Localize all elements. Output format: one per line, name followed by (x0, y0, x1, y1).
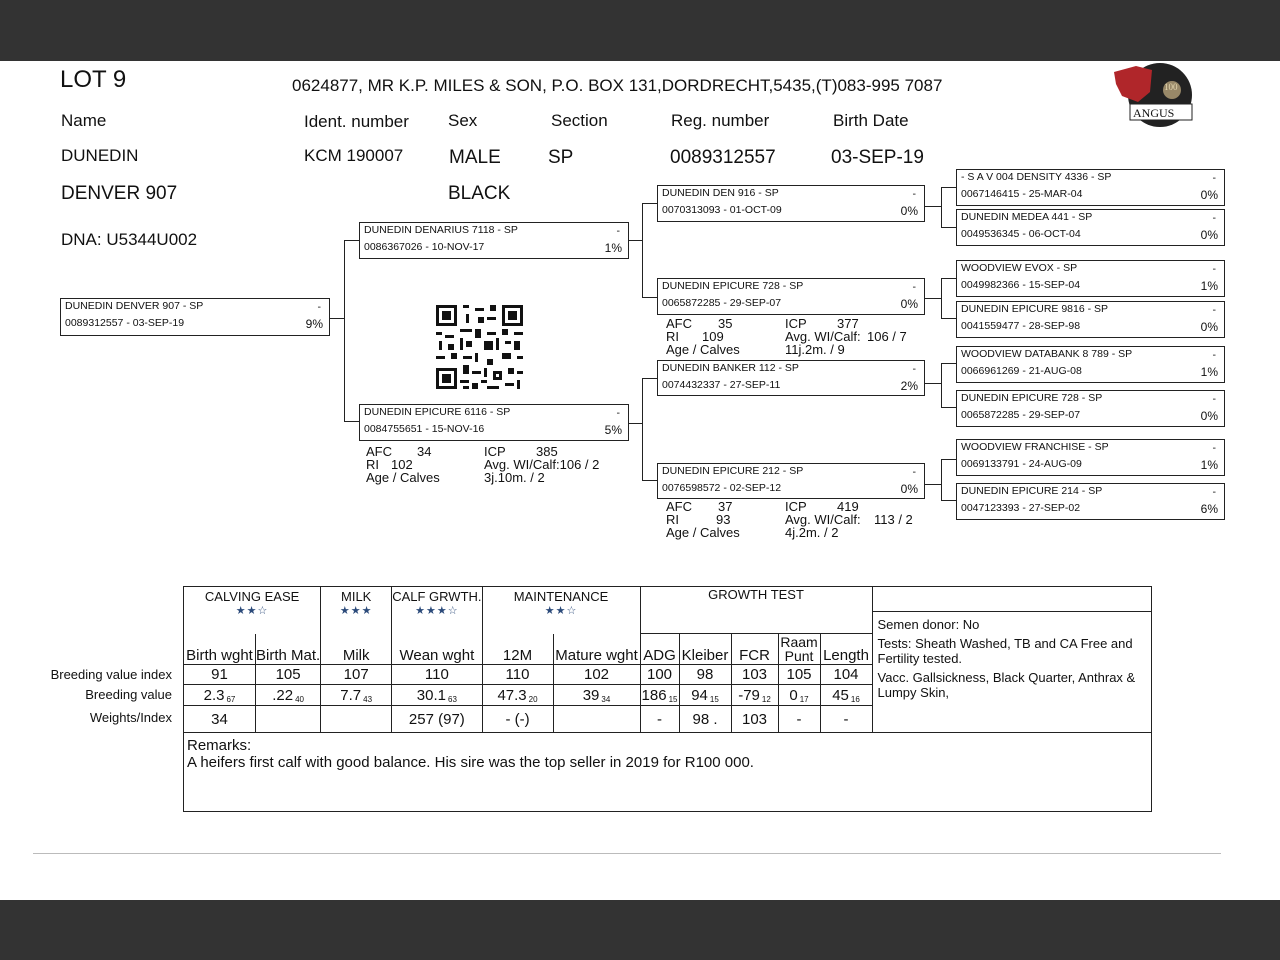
connector (344, 240, 360, 241)
connector (925, 206, 941, 207)
pedigree-reg: 0069133791 - 24-AUG-09 (961, 458, 1082, 470)
bv-accuracy: 34 (601, 694, 611, 704)
weight-cell: 257 (97) (392, 706, 482, 733)
perf-avg-value: 106 / 7 (867, 329, 907, 344)
tests-note: Tests: Sheath Washed, TB and CA Free and Fertility tested. (877, 636, 1133, 666)
col-kleiber: Kleiber (679, 634, 731, 665)
connector (941, 187, 956, 188)
vaccination-note: Vacc. Gallsickness, Black Quarter, Anthrax & Lumpy Skin, (877, 670, 1136, 700)
pedigree-percent: 6% (1200, 502, 1218, 516)
perf-afc-label: AFC (666, 316, 692, 331)
perf-ri-value: 102 (391, 457, 413, 472)
pedigree-name: DUNEDIN MEDEA 441 - SP (961, 211, 1093, 223)
pedigree-name: DUNEDIN EPICURE 728 - SP (662, 280, 804, 292)
weight-cell: - (820, 706, 872, 733)
perf-afc-value: 34 (417, 444, 432, 459)
perf-afc-value: 35 (718, 316, 733, 331)
pedigree-percent: 0% (1200, 320, 1218, 334)
header-reg: Reg. number (671, 111, 770, 130)
perf-age-value: 3j.10m. / 2 (484, 470, 545, 485)
pedigree-reg: 0074432337 - 27-SEP-11 (662, 379, 781, 391)
perf-dam-dam (666, 500, 926, 540)
star-rating: ★★☆ (544, 605, 578, 617)
animal-birth: 03-SEP-19 (831, 147, 924, 168)
connector (941, 459, 942, 501)
pedigree-box-ggp (956, 209, 1225, 246)
bv-accuracy: 67 (226, 694, 236, 704)
pedigree-name: - S A V 004 DENSITY 4336 - SP (961, 171, 1112, 183)
pedigree-box-sire-dam (657, 278, 925, 315)
pedigree-dash: - (912, 363, 916, 375)
star-rating: ★★★ (339, 605, 373, 617)
weight-cell: 34 (184, 706, 256, 733)
notes-cell (872, 587, 1151, 733)
pedigree-name: DUNEDIN DENVER 907 - SP (65, 300, 204, 312)
connector (941, 363, 956, 364)
breeding-value-table (183, 586, 1152, 812)
semen-donor: Semen donor: No (873, 611, 1151, 636)
weight-cell: - (778, 706, 820, 733)
perf-ri-label: RI (366, 457, 379, 472)
pedigree-reg: 0065872285 - 29-SEP-07 (961, 409, 1081, 421)
top-bar (0, 0, 1280, 61)
pedigree-reg: 0047123393 - 27-SEP-02 (961, 502, 1081, 514)
logo-badge: 100 (1164, 82, 1178, 92)
pedigree-box-sire-sire (657, 185, 925, 222)
pedigree-percent: 0% (1200, 228, 1218, 242)
index-cell: 98 (679, 665, 731, 685)
animal-color: BLACK (448, 183, 511, 204)
owner-line: 0624877, MR K.P. MILES & SON, P.O. BOX 131,DORDRECHT,5435,(T)083-995 7087 (292, 76, 943, 95)
connector (642, 203, 657, 204)
pedigree-box-ggp (956, 390, 1225, 427)
qr-code-icon (436, 305, 523, 389)
perf-dam (366, 445, 626, 485)
index-cell: 103 (731, 665, 778, 685)
pedigree-reg: 0066961269 - 21-AUG-08 (961, 365, 1082, 377)
pedigree-box-ggp (956, 169, 1225, 206)
bv-accuracy: 17 (799, 694, 809, 704)
pedigree-reg: 0070313093 - 01-OCT-09 (662, 204, 782, 216)
connector (629, 240, 642, 241)
pedigree-dash: - (1212, 172, 1216, 184)
connector (642, 203, 643, 298)
animal-name-line2: DENVER 907 (61, 183, 178, 204)
pedigree-reg: 0049982366 - 15-SEP-04 (961, 279, 1081, 291)
animal-section: SP (548, 147, 574, 168)
pedigree-reg: 0067146415 - 25-MAR-04 (961, 188, 1083, 200)
bottom-bar (0, 900, 1280, 960)
bv-accuracy: 40 (295, 694, 304, 704)
header-name: Name (61, 111, 107, 130)
row-label-index: Breeding value index (50, 667, 172, 682)
weight-cell: - (-) (482, 706, 553, 733)
index-cell: 110 (392, 665, 482, 685)
row-label-weights: Weights/Index (89, 710, 172, 725)
index-cell: 110 (482, 665, 553, 685)
pedigree-box-ggp (956, 483, 1225, 520)
index-cell: 102 (553, 665, 640, 685)
pedigree-box-ggp (956, 301, 1225, 338)
index-cell: 105 (778, 665, 820, 685)
pedigree-dash: - (317, 301, 321, 313)
weight-cell (321, 706, 392, 733)
value-cell (640, 685, 679, 706)
pedigree-percent: 1% (1200, 279, 1218, 293)
pedigree-name: WOODVIEW EVOX - SP (961, 262, 1078, 274)
pedigree-name: WOODVIEW DATABANK 8 789 - SP (961, 348, 1133, 360)
pedigree-dash: - (616, 407, 620, 419)
pedigree-box-dam-dam (657, 463, 925, 499)
lot-number: LOT 9 (60, 66, 127, 93)
pedigree-dash: - (912, 188, 916, 200)
header-ident: Ident. number (304, 112, 409, 131)
connector (642, 480, 657, 481)
pedigree-percent: 0% (900, 297, 918, 311)
pedigree-percent: 9% (305, 317, 323, 331)
connector (941, 227, 956, 228)
connector (642, 378, 657, 379)
bv-value: 2.3 (203, 686, 225, 704)
connector (941, 318, 956, 319)
pedigree-name: DUNEDIN EPICURE 728 - SP (961, 392, 1103, 404)
col-punt-line: Punt (784, 648, 814, 664)
index-cell: 107 (321, 665, 392, 685)
connector (941, 500, 956, 501)
pedigree-reg: 0041559477 - 28-SEP-98 (961, 320, 1081, 332)
perf-icp-value: 419 (837, 499, 859, 514)
pedigree-box-ggp (956, 260, 1225, 297)
bv-accuracy: 16 (850, 694, 860, 704)
connector (941, 278, 956, 279)
perf-avg-text: Avg. WI/Calf:106 / 2 (484, 457, 600, 472)
pedigree-name: DUNEDIN DENARIUS 7118 - SP (364, 224, 518, 236)
weight-cell: - (640, 706, 679, 733)
pedigree-reg: 0065872285 - 29-SEP-07 (662, 297, 782, 309)
connector (941, 187, 942, 228)
connector (941, 459, 956, 460)
col-adg: ADG (640, 634, 679, 665)
value-cell (820, 685, 872, 706)
connector (925, 484, 941, 485)
connector (329, 318, 344, 319)
index-cell: 100 (640, 665, 679, 685)
col-length: Length (820, 634, 872, 665)
animal-reg: 0089312557 (670, 147, 776, 168)
animal-ident: KCM 190007 (304, 146, 404, 165)
weight-cell (256, 706, 321, 733)
col-wean-wght: Wean wght (392, 634, 482, 665)
weight-cell: 103 (731, 706, 778, 733)
col-fcr: FCR (731, 634, 778, 665)
pedigree-dash: - (912, 281, 916, 293)
pedigree-name: DUNEDIN EPICURE 6116 - SP (364, 406, 511, 418)
connector (629, 423, 642, 424)
pedigree-name: WOODVIEW FRANCHISE - SP (961, 441, 1109, 453)
star-rating: ★★★☆ (415, 605, 459, 617)
index-cell: 104 (820, 665, 872, 685)
pedigree-percent: 5% (604, 423, 622, 437)
pedigree-percent: 0% (1200, 409, 1218, 423)
connector (941, 407, 956, 408)
col-12m: 12M (482, 634, 553, 665)
pedigree-percent: 0% (900, 204, 918, 218)
perf-afc-label: AFC (366, 444, 392, 459)
group-label: CALVING EASE (204, 589, 300, 604)
perf-avg-label: Avg. WI/Calf: (785, 512, 861, 527)
col-birth-wght: Birth wght (184, 634, 256, 665)
bv-accuracy: 20 (528, 694, 538, 704)
group-label: CALF GRWTH. (392, 589, 482, 604)
value-cell (184, 685, 256, 706)
bv-accuracy: 12 (761, 694, 771, 704)
bv-value: 0 (789, 686, 798, 704)
perf-age-value: 11j.2m. / 9 (785, 342, 845, 357)
col-birth-mat: Birth Mat. (256, 634, 321, 665)
group-calf-growth (392, 587, 482, 634)
value-cell (731, 685, 778, 706)
remarks-label: Remarks: (187, 737, 252, 754)
value-cell (482, 685, 553, 706)
value-cell (256, 685, 321, 706)
connector (642, 297, 657, 298)
perf-icp-value: 385 (536, 444, 558, 459)
pedigree-reg: 0086367026 - 10-NOV-17 (364, 241, 485, 253)
perf-age-label: Age / Calves (666, 525, 740, 540)
value-cell (778, 685, 820, 706)
perf-avg-label: Avg. WI/Calf: (785, 329, 861, 344)
pedigree-percent: 1% (1200, 458, 1218, 472)
col-raam-punt (778, 634, 820, 665)
group-calving-ease (184, 587, 321, 634)
bv-accuracy: 15 (709, 694, 719, 704)
perf-sire-dam (666, 317, 926, 357)
pedigree-dash: - (1212, 212, 1216, 224)
perf-icp-value: 377 (837, 316, 859, 331)
pedigree-dash: - (616, 225, 620, 237)
pedigree-percent: 1% (604, 241, 622, 255)
connector (941, 278, 942, 319)
pedigree-dash: - (1212, 442, 1216, 454)
bv-value: -79 (738, 686, 760, 704)
header-sex: Sex (448, 111, 478, 130)
connector (925, 298, 941, 299)
breed-logo (1112, 62, 1194, 128)
weight-cell: 98 . (679, 706, 731, 733)
perf-age-value: 4j.2m. / 2 (785, 525, 839, 540)
pedigree-dash: - (912, 466, 916, 478)
dna-code: DNA: U5344U002 (61, 230, 198, 249)
pedigree-name: DUNEDIN BANKER 112 - SP (662, 362, 799, 374)
footer-divider (33, 853, 1221, 854)
pedigree-name: DUNEDIN DEN 916 - SP (662, 187, 779, 199)
perf-age-label: Age / Calves (366, 470, 440, 485)
pedigree-name: DUNEDIN EPICURE 212 - SP (662, 465, 804, 477)
pedigree-box-ggp (956, 346, 1225, 383)
col-milk: Milk (321, 634, 392, 665)
value-cell (321, 685, 392, 706)
star-rating: ★★☆ (235, 605, 269, 617)
perf-age-label: Age / Calves (666, 342, 740, 357)
bv-value: 45 (832, 686, 849, 704)
pedigree-dash: - (1212, 486, 1216, 498)
pedigree-reg: 0084755651 - 15-NOV-16 (364, 423, 485, 435)
pedigree-dash: - (1212, 349, 1216, 361)
group-maintenance (482, 587, 640, 634)
pedigree-box-sire (359, 222, 629, 259)
index-cell: 105 (256, 665, 321, 685)
animal-name-line1: DUNEDIN (61, 146, 139, 165)
pedigree-box-dam-sire (657, 360, 925, 396)
bv-value: 7.7 (340, 686, 362, 704)
connector (941, 363, 942, 408)
bv-value: 39 (582, 686, 600, 704)
connector (344, 421, 360, 422)
bv-accuracy: 15 (668, 694, 678, 704)
perf-ri-value: 93 (716, 512, 731, 527)
index-cell: 91 (184, 665, 256, 685)
perf-ri-value: 109 (702, 329, 724, 344)
group-growth-test: GROWTH TEST (640, 587, 872, 634)
group-milk (321, 587, 392, 634)
pedigree-box-subject (60, 298, 330, 336)
row-label-value: Breeding value (85, 687, 172, 702)
remarks-text: A heifers first calf with good balance. His sire was the top seller in 2019 for R100 000. (187, 754, 754, 771)
animal-sex: MALE (449, 147, 501, 168)
perf-afc-value: 37 (718, 499, 733, 514)
bv-accuracy: 43 (363, 694, 373, 704)
bv-value: 186 (641, 686, 667, 704)
group-label: MAINTENANCE (513, 589, 609, 604)
connector (642, 378, 643, 481)
connector (925, 383, 941, 384)
perf-icp-label: ICP (785, 499, 807, 514)
pedigree-dash: - (1212, 304, 1216, 316)
col-mature-wght: Mature wght (553, 634, 640, 665)
value-cell (679, 685, 731, 706)
pedigree-percent: 0% (900, 482, 918, 496)
group-label: MILK (341, 589, 372, 604)
pedigree-reg: 0049536345 - 06-OCT-04 (961, 228, 1081, 240)
pedigree-percent: 0% (1200, 188, 1218, 202)
perf-ri-label: RI (666, 329, 679, 344)
bv-accuracy: 63 (448, 694, 457, 704)
pedigree-box-dam (359, 404, 629, 441)
pedigree-box-ggp (956, 439, 1225, 476)
bv-value: 47.3 (497, 686, 527, 704)
pedigree-percent: 1% (1200, 365, 1218, 379)
pedigree-dash: - (1212, 263, 1216, 275)
col-raam-line: Raam (780, 634, 818, 650)
perf-ri-label: RI (666, 512, 679, 527)
perf-icp-label: ICP (484, 444, 506, 459)
perf-icp-label: ICP (785, 316, 807, 331)
pedigree-reg: 0076598572 - 02-SEP-12 (662, 482, 782, 494)
pedigree-name: DUNEDIN EPICURE 214 - SP (961, 485, 1103, 497)
bv-value: 30.1 (416, 686, 446, 704)
bv-value: .22 (272, 686, 294, 704)
header-section: Section (551, 111, 608, 130)
perf-afc-label: AFC (666, 499, 692, 514)
connector (344, 240, 345, 422)
value-cell (553, 685, 640, 706)
perf-avg-value: 113 / 2 (874, 512, 913, 527)
pedigree-percent: 2% (900, 379, 918, 393)
pedigree-reg: 0089312557 - 03-SEP-19 (65, 317, 185, 329)
pedigree-dash: - (1212, 393, 1216, 405)
qr-code (436, 305, 523, 389)
bv-value: 94 (691, 686, 708, 704)
logo-text: ANGUS (1133, 106, 1175, 120)
pedigree-name: DUNEDIN EPICURE 9816 - SP (961, 303, 1109, 315)
value-cell (392, 685, 482, 706)
weight-cell (553, 706, 640, 733)
remarks-cell (184, 733, 1152, 812)
header-birth: Birth Date (833, 111, 909, 130)
